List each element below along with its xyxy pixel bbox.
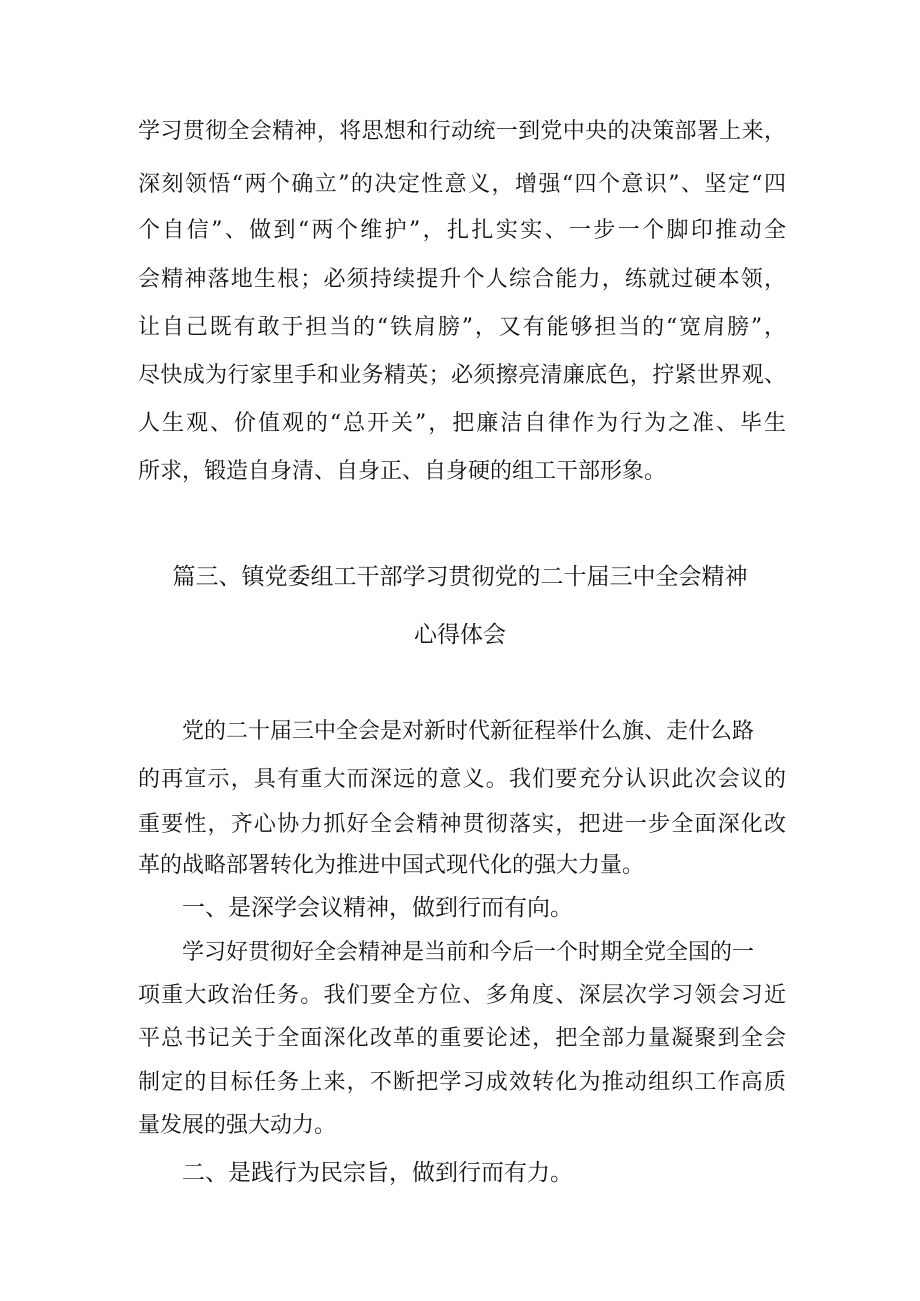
article-title-line2: 心得体会 <box>414 622 506 648</box>
paragraph-line: 制定的目标任务上来，不断把学习成效转化为推动组织工作高质 <box>138 1070 786 1095</box>
paragraph-line: 的再宣示，具有重大而深远的意义。我们要充分认识此次会议的 <box>138 767 786 792</box>
paragraph-line: 让自己既有敢于担当的“铁肩膀”，又有能够担当的“宽肩膀”， <box>138 315 786 340</box>
paragraph-line: 人生观、价值观的“总开关”，把廉洁自律作为行为之准、毕生 <box>138 411 786 436</box>
paragraph-line: 学习好贯彻好全会精神是当前和今后一个时期全党全国的一 <box>182 940 755 965</box>
section-heading-one: 一、是深学会议精神，做到行而有向。 <box>182 895 573 921</box>
paragraph-line: 个自信”、做到“两个维护”，扎扎实实、一步一个脚印推动全 <box>138 218 786 243</box>
paragraph-line: 平总书记关于全面深化改革的重要论述，把全部力量凝聚到全会 <box>138 1026 786 1051</box>
article-title-line1: 篇三、镇党委组工干部学习贯彻党的二十届三中全会精神 <box>172 564 748 590</box>
paragraph-line: 尽快成为行家里手和业务精英；必须擦亮清廉底色，拧紧世界观、 <box>138 363 786 388</box>
section-heading-two: 二、是践行为民宗旨，做到行而有力。 <box>182 1160 573 1186</box>
paragraph-line: 量发展的强大动力。 <box>138 1113 337 1138</box>
paragraph-line: 革的战略部署转化为推进中国式现代化的强大力量。 <box>138 853 645 878</box>
paragraph-line: 所求，锻造自身清、自身正、自身硬的组工干部形象。 <box>138 459 667 484</box>
paragraph-line: 党的二十届三中全会是对新时代新征程举什么旗、走什么路 <box>182 719 755 744</box>
paragraph-line: 重要性，齐心协力抓好全会精神贯彻落实，把进一步全面深化改 <box>138 812 786 837</box>
paragraph-line: 学习贯彻全会精神，将思想和行动统一到党中央的决策部署上来， <box>138 119 786 144</box>
paragraph-line: 项重大政治任务。我们要全方位、多角度、深层次学习领会习近 <box>138 983 786 1008</box>
paragraph-line: 深刻领悟“两个确立”的决定性意义，增强“四个意识”、坚定“四 <box>138 172 786 197</box>
paragraph-line: 会精神落地生根；必须持续提升个人综合能力，练就过硬本领， <box>138 267 786 292</box>
